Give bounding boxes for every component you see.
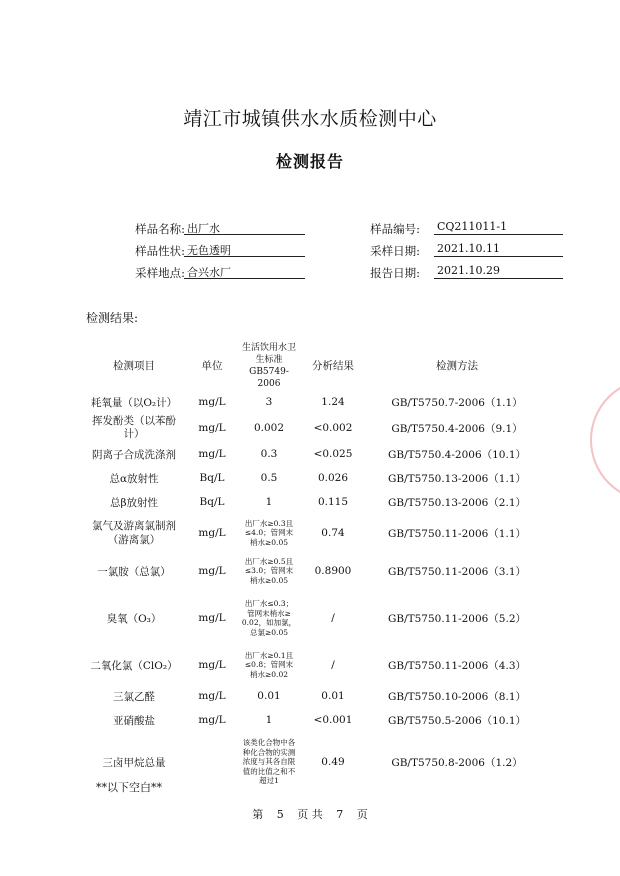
report-title: 检测报告	[275, 152, 344, 171]
organization-name: 靖江市城镇供水水质检测中心	[183, 108, 437, 130]
cell-standard-line: 出厂水≥0.5且	[244, 556, 294, 566]
cell-standard-line: 出厂水≥0.3且	[244, 518, 294, 528]
cell-unit: mg/L	[198, 565, 226, 577]
cell-method: GB/T5750.11-2006（1.1）	[387, 527, 527, 540]
sample-no-label: 样品编号:	[370, 222, 420, 236]
cell-standard-line: 管网末梢水≥	[247, 608, 291, 618]
cell-method: GB/T5750.11-2006（3.1）	[387, 565, 527, 578]
sampling-site-value: 合兴水厂	[184, 264, 305, 279]
cell-method: GB/T5750.7-2006（1.1）	[391, 396, 523, 409]
table-row	[80, 490, 550, 514]
cell-standard-line: 该类化合物中各	[242, 738, 296, 748]
pager-mid: 页 共	[297, 808, 323, 821]
cell-result: /	[331, 659, 335, 671]
cell-standard-line: 出厂水≤0.3；	[244, 599, 294, 608]
cell-result: 0.8900	[314, 565, 352, 577]
cell-method: GB/T5750.10-2006（8.1）	[387, 690, 527, 703]
cell-item-line: （游离氯）	[107, 534, 161, 546]
header-result: 分析结果	[312, 360, 354, 372]
table-row	[80, 552, 550, 590]
cell-standard: 0.5	[260, 472, 278, 484]
pager-prefix: 第	[252, 808, 264, 821]
cell-item	[80, 514, 188, 552]
cell-item: 总β放射性	[109, 496, 159, 509]
cell-unit: mg/L	[198, 714, 226, 726]
results-table	[80, 342, 550, 792]
sample-property-value: 无色透明	[184, 242, 305, 257]
cell-standard	[236, 590, 302, 646]
cell-standard-line: ≤4.0；管网末	[244, 528, 294, 538]
cell-unit: mg/L	[198, 527, 226, 539]
cell-standard-line: 出厂水≥0.1且	[244, 650, 294, 660]
blank-note: **以下空白**	[96, 781, 162, 794]
cell-unit: mg/L	[198, 448, 226, 460]
cell-result: 0.01	[321, 690, 345, 702]
table-row	[80, 708, 550, 732]
cell-result: 0.115	[317, 496, 349, 508]
cell-method: GB/T5750.13-2006（1.1）	[387, 472, 527, 485]
cell-standard	[236, 514, 302, 552]
cell-item: 一氯胺（总氯）	[97, 565, 171, 578]
table-row	[80, 684, 550, 708]
pager-total: 7	[336, 808, 344, 821]
table-header-row	[80, 342, 550, 390]
cell-item: 亚硝酸盐	[113, 714, 155, 727]
cell-item: 三卤甲烷总量	[102, 756, 166, 769]
header-unit: 单位	[201, 360, 223, 372]
cell-unit: Bq/L	[199, 496, 225, 508]
sample-no-value: CQ211011-1	[434, 220, 563, 235]
cell-unit: mg/L	[198, 659, 226, 671]
cell-standard: 0.01	[257, 690, 281, 702]
header-method: 检测方法	[436, 360, 478, 372]
cell-method: GB/T5750.13-2006（2.1）	[387, 496, 527, 509]
results-title: 检测结果:	[86, 311, 139, 325]
sample-property-label: 样品性状:	[135, 244, 185, 258]
header-standard-line: 生标准GB5749-	[249, 355, 289, 377]
cell-standard-line: 值的比值之和不	[242, 766, 296, 776]
table-row	[80, 646, 550, 684]
cell-result: 0.74	[321, 527, 345, 539]
cell-unit: Bq/L	[199, 472, 225, 484]
cell-unit: mg/L	[198, 612, 226, 624]
cell-item	[80, 414, 188, 442]
cell-result: /	[331, 612, 335, 624]
cell-item-line: 氯气及游离氯制剂	[92, 520, 176, 532]
cell-item: 二氧化氯（ClO₂）	[90, 659, 178, 672]
report-date-value: 2021.10.29	[434, 264, 563, 279]
table-row	[80, 466, 550, 490]
cell-standard: 0.3	[260, 448, 278, 460]
cell-method: GB/T5750.8-2006（1.2）	[391, 756, 523, 769]
cell-method: GB/T5750.4-2006（9.1）	[391, 422, 523, 435]
table-row	[80, 514, 550, 552]
cell-method: GB/T5750.11-2006（5.2）	[387, 612, 527, 625]
cell-method: GB/T5750.5-2006（10.1）	[387, 714, 527, 727]
cell-unit: mg/L	[198, 422, 226, 434]
cell-item: 耗氧量（以O₂计）	[90, 396, 178, 409]
cell-standard-line: ≤3.0；管网末	[244, 566, 294, 576]
official-stamp	[590, 378, 620, 502]
sample-name-value: 出厂水	[184, 220, 305, 235]
cell-standard: 1	[265, 714, 273, 726]
cell-result: 0.49	[321, 756, 345, 768]
cell-result: <0.002	[313, 422, 353, 434]
table-row	[80, 390, 550, 414]
cell-unit	[188, 732, 236, 792]
cell-standard-line: 超过1	[259, 776, 279, 786]
cell-item: 三氯乙醛	[113, 690, 155, 703]
header-standard	[236, 342, 302, 390]
cell-unit: mg/L	[198, 690, 226, 702]
cell-item: 阴离子合成洗涤剂	[92, 448, 176, 461]
pager-current: 5	[276, 808, 284, 821]
page-footer	[0, 806, 620, 822]
table-row	[80, 414, 550, 442]
header-standard-line: 生活饮用水卫	[241, 343, 296, 353]
cell-result: 0.026	[317, 472, 349, 484]
sampling-date-value: 2021.10.11	[434, 242, 563, 257]
cell-standard-line: 种化合物的实测	[242, 747, 296, 757]
cell-method: GB/T5750.4-2006（10.1）	[387, 448, 527, 461]
sampling-date-label: 采样日期:	[370, 244, 420, 258]
report-date-label: 报告日期:	[370, 266, 420, 280]
cell-standard	[236, 646, 302, 684]
cell-method: GB/T5750.11-2006（4.3）	[387, 659, 527, 672]
cell-standard-line: 0.02，如加氯，	[241, 618, 297, 627]
sampling-site-label: 采样地点:	[135, 266, 185, 280]
sample-name-label: 样品名称:	[135, 222, 185, 236]
cell-standard	[236, 732, 302, 792]
cell-unit: mg/L	[198, 396, 226, 408]
header-standard-line: 2006	[257, 379, 281, 389]
cell-item-line: 挥发酚类（以苯酚	[92, 415, 176, 427]
cell-standard-line: 浓度与其各自限	[242, 757, 296, 767]
cell-result: <0.001	[313, 714, 353, 726]
cell-standard	[236, 552, 302, 590]
cell-standard: 0.002	[253, 422, 285, 434]
cell-standard: 1	[265, 496, 273, 508]
cell-result: <0.025	[313, 448, 353, 460]
cell-standard-line: ≤0.8；管网末	[244, 660, 294, 670]
cell-item-line: 计）	[123, 428, 145, 440]
cell-result: 1.24	[321, 396, 345, 408]
cell-standard-line: 梢水≥0.05	[250, 575, 288, 585]
cell-standard-line: 梢水≥0.05	[250, 537, 288, 547]
cell-standard-line: 总氯≥0.05	[250, 627, 288, 637]
table-row	[80, 442, 550, 466]
cell-standard: 3	[265, 396, 273, 408]
cell-item: 总α放射性	[109, 472, 159, 485]
table-row	[80, 590, 550, 646]
header-item: 检测项目	[113, 360, 155, 372]
cell-item: 臭氧（O₃）	[106, 612, 162, 625]
cell-standard-line: 梢水≥0.02	[250, 669, 288, 679]
pager-suffix: 页	[356, 808, 368, 821]
